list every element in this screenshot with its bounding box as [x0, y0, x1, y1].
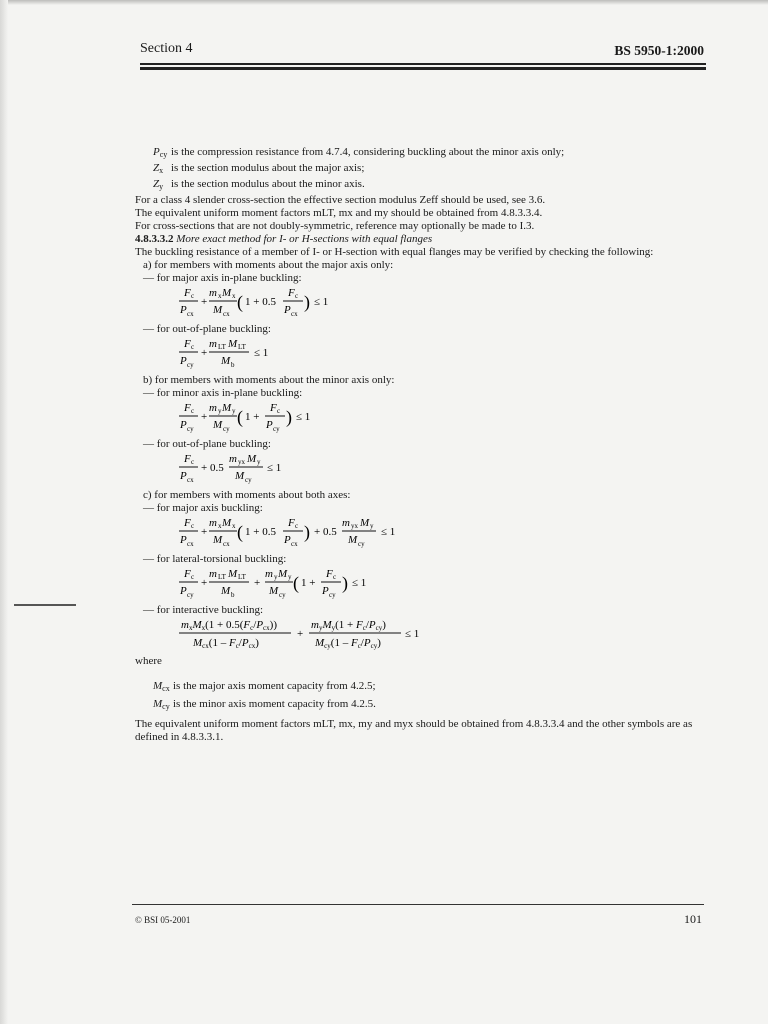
svg-text:x: x — [218, 292, 222, 300]
svg-text:m: m — [209, 338, 217, 350]
svg-text:m: m — [209, 287, 217, 299]
definition-pcy: $P_{cy}$ is the compression resistance from 4.7.4, considering buckling about the minor axis only; — [153, 146, 565, 159]
equation-b1 — [179, 400, 710, 438]
svg-text:y: y — [257, 458, 261, 466]
svg-text:M: M — [213, 419, 223, 431]
where-label: where — [135, 655, 162, 667]
svg-text:cx: cx — [291, 540, 298, 548]
svg-text:(: ( — [237, 407, 243, 427]
closing-paragraph: The equivalent uniform moment factors mLT, mx, my and myx should be obtained from 4.8.3.3.4 and the other symbols are as defined in 4.8.3.3.1. — [135, 718, 693, 743]
svg-text:≤ 1: ≤ 1 — [296, 411, 311, 423]
svg-text:F: F — [184, 402, 191, 414]
case-c: c) for members with moments about both axes: — [143, 489, 351, 501]
svg-text:M: M — [228, 568, 238, 580]
svg-text:M: M — [235, 470, 245, 482]
svg-text:M: M — [228, 338, 238, 350]
svg-text:y: y — [288, 573, 292, 581]
svg-text:y: y — [218, 407, 222, 415]
margin-change-bar — [14, 604, 76, 606]
svg-text:cx: cx — [187, 540, 194, 548]
svg-text:c: c — [191, 573, 195, 581]
svg-text:(: ( — [293, 573, 299, 593]
case-a2: — for out-of-plane buckling: — [143, 323, 271, 335]
svg-text:+ 0.5: + 0.5 — [201, 462, 224, 474]
svg-text:LT: LT — [238, 343, 246, 351]
case-a: a) for members with moments about the major axis only: — [143, 259, 394, 271]
svg-text:cy: cy — [358, 540, 365, 548]
svg-text:): ) — [304, 292, 310, 312]
svg-text:F: F — [184, 517, 191, 529]
svg-text:c: c — [191, 458, 195, 466]
case-b: b) for members with moments about the minor axis only: — [143, 374, 395, 386]
svg-text:F: F — [184, 568, 191, 580]
svg-text:): ) — [286, 407, 292, 427]
svg-text:cx: cx — [291, 310, 298, 318]
svg-text:P: P — [284, 304, 291, 316]
svg-text:M: M — [222, 287, 232, 299]
svg-text:F: F — [270, 402, 277, 414]
svg-text:(: ( — [237, 292, 243, 312]
paragraph-slender: For a class 4 slender cross-section the effective section modulus Zeff should be used, see 3.6. — [135, 194, 546, 206]
svg-text:+: + — [201, 526, 208, 538]
svg-text:cx: cx — [187, 310, 194, 318]
svg-text:F: F — [184, 453, 191, 465]
svg-text:LT: LT — [218, 573, 226, 581]
definitions-top — [135, 146, 710, 194]
definition-mcy: $M_{cy}$ is the minor axis moment capacity from 4.2.5. — [153, 698, 376, 711]
svg-text:M: M — [269, 585, 279, 597]
svg-text:m: m — [209, 402, 217, 414]
svg-text:b: b — [231, 361, 235, 369]
svg-text:mxMx(1 + 0.5(Fc/Pcx)): mxMx(1 + 0.5(Fc/Pcx)) — [181, 619, 277, 632]
svg-text:cy: cy — [187, 591, 194, 599]
svg-text:F: F — [288, 287, 295, 299]
svg-text:P: P — [284, 534, 291, 546]
svg-text:x: x — [232, 522, 236, 530]
svg-text:cy: cy — [273, 425, 280, 433]
svg-text:1 + 0.5: 1 + 0.5 — [245, 296, 276, 308]
paragraph-nonsymmetric: For cross-sections that are not doubly-symmetric, reference may optionally be made to I.3. — [135, 220, 535, 232]
equation-b2 — [179, 451, 710, 489]
svg-text:cx: cx — [223, 310, 230, 318]
svg-text:M: M — [213, 304, 223, 316]
svg-text:c: c — [295, 522, 299, 530]
equation-c3 — [179, 617, 710, 655]
svg-text:(: ( — [237, 522, 243, 542]
svg-text:M: M — [247, 453, 257, 465]
case-a1: — for major axis in-plane buckling: — [143, 272, 302, 284]
svg-text:x: x — [218, 522, 222, 530]
svg-text:c: c — [191, 407, 195, 415]
equation-a2 — [179, 336, 710, 374]
svg-text:P: P — [180, 304, 187, 316]
svg-text:y: y — [232, 407, 236, 415]
svg-text:F: F — [184, 338, 191, 350]
svg-text:m: m — [209, 568, 217, 580]
svg-text:m: m — [342, 517, 350, 529]
svg-text:+: + — [201, 577, 208, 589]
svg-text:+: + — [201, 296, 208, 308]
svg-text:M: M — [221, 355, 231, 367]
svg-text:1 + 0.5: 1 + 0.5 — [245, 526, 276, 538]
svg-text:cy: cy — [223, 425, 230, 433]
svg-text:x: x — [232, 292, 236, 300]
equation-c1 — [179, 515, 710, 553]
definition-zy: $Z_y$ is the section modulus about the minor axis. — [153, 178, 365, 191]
svg-text:c: c — [333, 573, 337, 581]
svg-text:m: m — [229, 453, 237, 465]
svg-text:Mcx(1 – Fc/Pcx): Mcx(1 – Fc/Pcx) — [193, 637, 259, 650]
copyright-notice: © BSI 05-2001 — [135, 915, 191, 925]
svg-text:+: + — [254, 577, 261, 589]
svg-text:≤ 1: ≤ 1 — [314, 296, 329, 308]
svg-text:b: b — [231, 591, 235, 599]
svg-text:≤ 1: ≤ 1 — [405, 628, 420, 640]
svg-text:c: c — [191, 522, 195, 530]
svg-text:≤ 1: ≤ 1 — [381, 526, 396, 538]
svg-text:≤ 1: ≤ 1 — [352, 577, 367, 589]
svg-text:cy: cy — [329, 591, 336, 599]
scan-top-edge — [0, 0, 768, 5]
svg-text:LT: LT — [238, 573, 246, 581]
svg-text:1 +: 1 + — [301, 577, 316, 589]
page-number: 101 — [684, 912, 702, 926]
subsection-intro: The buckling resistance of a member of I- or H-section with equal flanges may be verified by checking the following: — [135, 246, 654, 258]
header-rule-thin — [140, 63, 706, 65]
svg-text:≤ 1: ≤ 1 — [254, 347, 269, 359]
svg-text:M: M — [213, 534, 223, 546]
svg-text:M: M — [278, 568, 288, 580]
svg-text:+ 0.5: + 0.5 — [314, 526, 337, 538]
svg-text:c: c — [295, 292, 299, 300]
page-header — [140, 41, 704, 61]
svg-text:Mcy(1 – Fc/Pcy): Mcy(1 – Fc/Pcy) — [315, 637, 381, 650]
svg-text:M: M — [222, 402, 232, 414]
header-rule-thick — [140, 67, 706, 70]
svg-text:M: M — [222, 517, 232, 529]
svg-text:cy: cy — [187, 361, 194, 369]
equation-c2 — [179, 566, 710, 604]
equation-a1 — [179, 285, 710, 323]
svg-text:+: + — [297, 628, 304, 640]
check-list — [143, 259, 710, 655]
svg-text:cy: cy — [187, 425, 194, 433]
page-body — [135, 146, 710, 744]
svg-text:): ) — [304, 522, 310, 542]
definition-mcx: $M_{cx}$ is the major axis moment capacity from 4.2.5; — [153, 680, 376, 693]
svg-text:P: P — [180, 585, 187, 597]
svg-text:M: M — [360, 517, 370, 529]
svg-text:P: P — [180, 419, 187, 431]
svg-text:P: P — [180, 470, 187, 482]
standard-number: BS 5950-1:2000 — [614, 43, 704, 58]
svg-text:+: + — [201, 347, 208, 359]
svg-text:P: P — [180, 355, 187, 367]
svg-text:yx: yx — [351, 522, 358, 530]
svg-text:c: c — [191, 343, 195, 351]
svg-text:≤ 1: ≤ 1 — [267, 462, 282, 474]
definition-zx: $Z_x$ is the section modulus about the major axis; — [153, 162, 365, 175]
svg-text:myMy(1 + Fc/Pcy): myMy(1 + Fc/Pcy) — [311, 619, 386, 632]
case-c2: — for lateral-torsional buckling: — [143, 553, 287, 565]
svg-text:M: M — [221, 585, 231, 597]
svg-text:F: F — [288, 517, 295, 529]
svg-text:c: c — [191, 292, 195, 300]
section-label: Section 4 — [140, 41, 193, 56]
svg-text:P: P — [180, 534, 187, 546]
definitions-bottom — [135, 680, 710, 716]
svg-text:F: F — [326, 568, 333, 580]
footer-rule — [132, 904, 704, 905]
scan-left-edge — [0, 0, 8, 1024]
svg-text:c: c — [277, 407, 281, 415]
svg-text:m: m — [209, 517, 217, 529]
svg-text:cx: cx — [187, 476, 194, 484]
svg-text:LT: LT — [218, 343, 226, 351]
svg-text:+: + — [201, 411, 208, 423]
paragraph-moment-factors: The equivalent uniform moment factors mLT, mx and my should be obtained from 4.8.3.3.4. — [135, 207, 543, 219]
svg-text:F: F — [184, 287, 191, 299]
svg-text:M: M — [348, 534, 358, 546]
svg-text:y: y — [370, 522, 374, 530]
svg-text:cy: cy — [245, 476, 252, 484]
svg-text:m: m — [265, 568, 273, 580]
svg-text:P: P — [266, 419, 273, 431]
case-b2: — for out-of-plane buckling: — [143, 438, 271, 450]
svg-text:P: P — [322, 585, 329, 597]
svg-text:): ) — [342, 573, 348, 593]
case-b1: — for minor axis in-plane buckling: — [143, 387, 303, 399]
case-c1: — for major axis buckling: — [143, 502, 263, 514]
svg-text:cx: cx — [223, 540, 230, 548]
svg-text:yx: yx — [238, 458, 245, 466]
subsection-heading: 4.8.3.3.2 More exact method for I- or H-sections with equal flanges — [135, 233, 433, 245]
svg-text:cy: cy — [279, 591, 286, 599]
svg-text:y: y — [274, 573, 278, 581]
svg-text:1 +: 1 + — [245, 411, 260, 423]
case-c3: — for interactive buckling: — [143, 604, 264, 616]
